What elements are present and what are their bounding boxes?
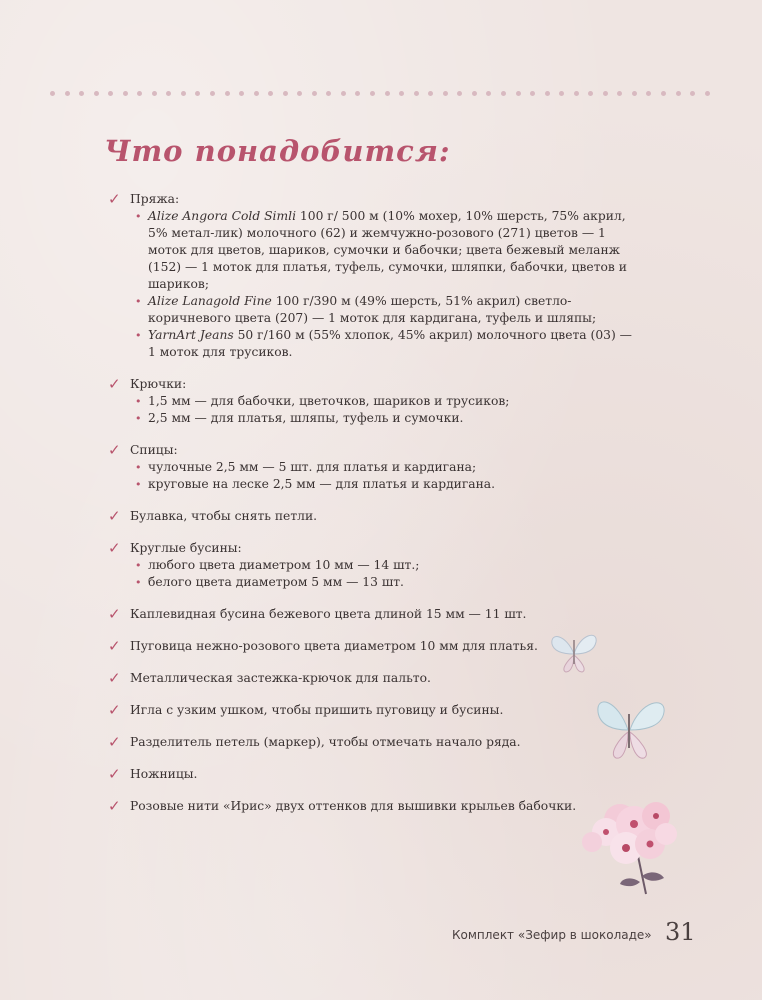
divider-dot	[283, 91, 288, 96]
butterfly-icon	[546, 630, 602, 676]
divider-dot	[545, 91, 550, 96]
materials-section	[108, 734, 638, 751]
bullet-icon: •	[135, 412, 142, 425]
bullet-icon: •	[135, 329, 142, 342]
divider-dot	[559, 91, 564, 96]
bullet-icon: •	[135, 461, 142, 474]
check-icon: ✓	[108, 539, 121, 557]
divider-dot	[574, 91, 579, 96]
bullet-icon: •	[135, 395, 142, 408]
divider-dot	[341, 91, 346, 96]
divider-dot	[137, 91, 142, 96]
materials-section	[108, 442, 638, 493]
bullet-icon: •	[135, 210, 142, 223]
divider-dot	[428, 91, 433, 96]
item-text: 100 г/ 500 м (10% мохер, 10% шерсть, 75% акрил, 5% метал-лик) молочного (62) и жемчужно-розового (271) цветов — 1 моток для цветов, шариков, сумочки и бабочки; цвета бежевый меланж (152) — 1 моток для платья, туфель, сумочки, шляпки, бабочки, цветов и шариков;	[148, 209, 627, 291]
materials-list	[108, 191, 638, 830]
bullet-icon: •	[135, 576, 142, 589]
page-title: Что понадобится:	[104, 134, 451, 168]
section-heading: Каплевидная бусина бежевого цвета длиной 15 мм — 11 шт.	[130, 607, 527, 621]
dotted-divider	[50, 89, 710, 97]
section-heading: Крючки:	[130, 377, 187, 391]
page-number: 31	[665, 918, 696, 946]
section-item-list	[130, 459, 638, 493]
check-icon: ✓	[108, 507, 121, 525]
divider-dot	[399, 91, 404, 96]
bullet-icon: •	[135, 478, 142, 491]
materials-section	[108, 191, 638, 361]
divider-dot	[225, 91, 230, 96]
divider-dot	[195, 91, 200, 96]
divider-dot	[690, 91, 695, 96]
divider-dot	[268, 91, 273, 96]
divider-dot	[617, 91, 622, 96]
yarn-brand: Alize Angora Cold Simli	[148, 209, 297, 223]
section-heading: Игла с узким ушком, чтобы пришить пуговицу и бусины.	[130, 703, 504, 717]
divider-dot	[254, 91, 259, 96]
materials-section	[108, 540, 638, 591]
divider-dot	[414, 91, 419, 96]
divider-dot	[312, 91, 317, 96]
item-text: 100 г/390 м (49% шерсть, 51% акрил) светло-коричневого цвета (207) — 1 моток для кардигана, туфель и шляпы;	[148, 294, 597, 325]
check-icon: ✓	[108, 797, 121, 815]
divider-dot	[530, 91, 535, 96]
divider-dot	[152, 91, 157, 96]
check-icon: ✓	[108, 701, 121, 719]
materials-section	[108, 766, 638, 783]
divider-dot	[166, 91, 171, 96]
divider-dot	[443, 91, 448, 96]
butterfly-icon	[590, 692, 670, 764]
check-icon: ✓	[108, 605, 121, 623]
check-icon: ✓	[108, 190, 121, 208]
list-item	[135, 327, 638, 361]
section-item-list	[130, 393, 638, 427]
section-heading: Пуговица нежно-розового цвета диаметром 10 мм для платья.	[130, 639, 538, 653]
list-item	[135, 393, 638, 410]
materials-section	[108, 606, 638, 623]
bullet-icon: •	[135, 559, 142, 572]
list-item	[135, 476, 638, 493]
list-item	[135, 208, 638, 293]
divider-dot	[457, 91, 462, 96]
section-item-list	[130, 557, 638, 591]
divider-dot	[705, 91, 710, 96]
flowers-icon	[576, 786, 692, 898]
footer-book-title: Комплект «Зефир в шоколаде»	[452, 928, 652, 942]
section-heading: Спицы:	[130, 443, 178, 457]
check-icon: ✓	[108, 441, 121, 459]
divider-dot	[501, 91, 506, 96]
item-text: чулочные 2,5 мм — 5 шт. для платья и кардигана;	[148, 460, 477, 474]
check-icon: ✓	[108, 669, 121, 687]
check-icon: ✓	[108, 733, 121, 751]
list-item	[135, 459, 638, 476]
list-item	[135, 557, 638, 574]
list-item	[135, 574, 638, 591]
item-text: 2,5 мм — для платья, шляпы, туфель и сумочки.	[148, 411, 464, 425]
check-icon: ✓	[108, 375, 121, 393]
divider-dot	[239, 91, 244, 96]
divider-dot	[355, 91, 360, 96]
section-heading: Розовые нити «Ирис» двух оттенков для вышивки крыльев бабочки.	[130, 799, 577, 813]
item-text: 1,5 мм — для бабочки, цветочков, шариков и трусиков;	[148, 394, 510, 408]
section-heading: Пряжа:	[130, 192, 180, 206]
materials-section	[108, 798, 638, 815]
section-heading: Ножницы.	[130, 767, 198, 781]
divider-dot	[108, 91, 113, 96]
divider-dot	[79, 91, 84, 96]
item-text: 50 г/160 м (55% хлопок, 45% акрил) молочного цвета (03) — 1 моток для трусиков.	[148, 328, 632, 359]
check-icon: ✓	[108, 765, 121, 783]
item-text: круговые на леске 2,5 мм — для платья и кардигана.	[148, 477, 496, 491]
divider-dot	[486, 91, 491, 96]
materials-section	[108, 508, 638, 525]
divider-dot	[210, 91, 215, 96]
materials-section	[108, 376, 638, 427]
divider-dot	[370, 91, 375, 96]
divider-dot	[297, 91, 302, 96]
list-item	[135, 293, 638, 327]
divider-dot	[603, 91, 608, 96]
divider-dot	[472, 91, 477, 96]
divider-dot	[632, 91, 637, 96]
materials-section	[108, 702, 638, 719]
divider-dot	[94, 91, 99, 96]
section-heading: Круглые бусины:	[130, 541, 242, 555]
divider-dot	[123, 91, 128, 96]
check-icon: ✓	[108, 637, 121, 655]
divider-dot	[588, 91, 593, 96]
divider-dot	[661, 91, 666, 96]
divider-dot	[646, 91, 651, 96]
section-item-list	[130, 208, 638, 361]
list-item	[135, 410, 638, 427]
divider-dot	[326, 91, 331, 96]
section-heading: Разделитель петель (маркер), чтобы отмечать начало ряда.	[130, 735, 521, 749]
divider-dot	[676, 91, 681, 96]
section-heading: Металлическая застежка-крючок для пальто.	[130, 671, 431, 685]
divider-dot	[181, 91, 186, 96]
yarn-brand: YarnArt Jeans	[148, 328, 234, 342]
divider-dot	[516, 91, 521, 96]
section-heading: Булавка, чтобы снять петли.	[130, 509, 318, 523]
yarn-brand: Alize Lanagold Fine	[148, 294, 272, 308]
divider-dot	[65, 91, 70, 96]
divider-dot	[50, 91, 55, 96]
bullet-icon: •	[135, 295, 142, 308]
item-text: белого цвета диаметром 5 мм — 13 шт.	[148, 575, 404, 589]
divider-dot	[385, 91, 390, 96]
item-text: любого цвета диаметром 10 мм — 14 шт.;	[148, 558, 420, 572]
